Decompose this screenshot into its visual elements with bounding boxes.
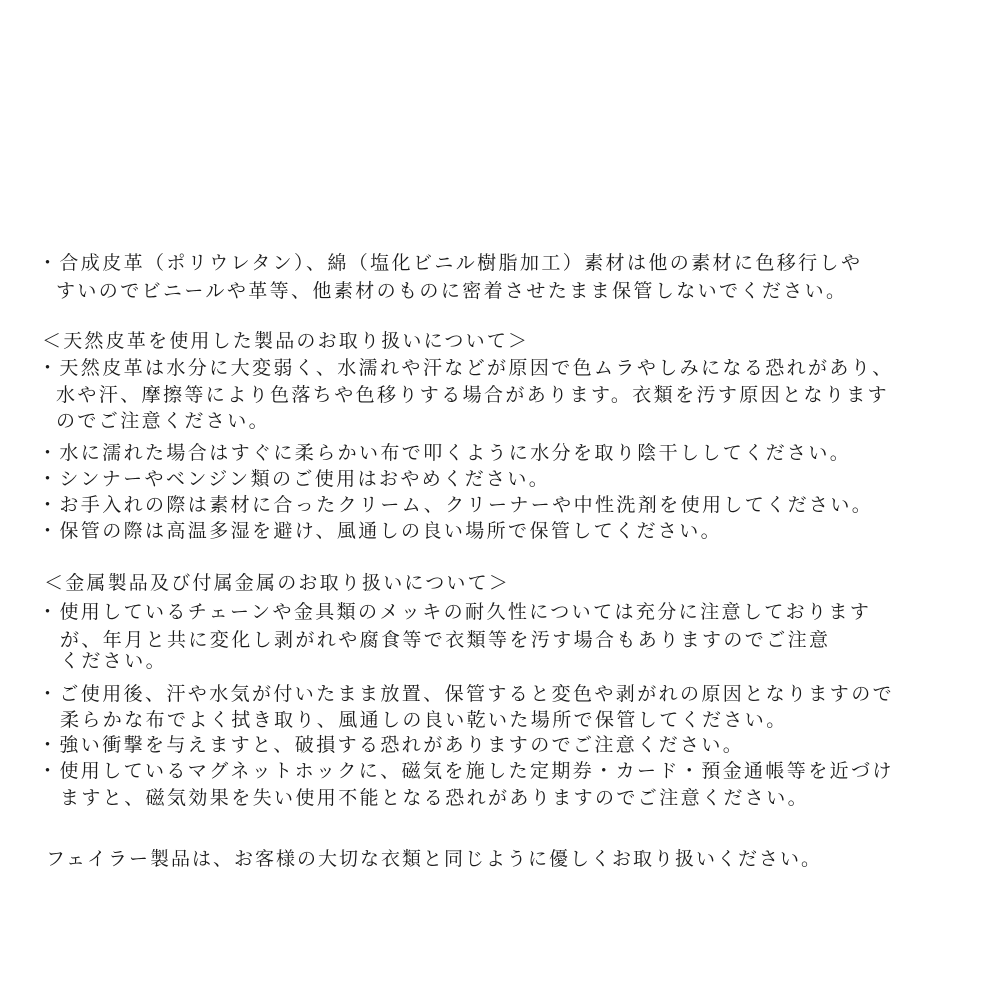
metal-section-heading: ＜金属製品及び付属金属のお取り扱いについて＞	[44, 572, 511, 594]
leather-line-1: ・天然皮革は水分に大変弱く、水濡れや汗などが原因で色ムラやしみになる恐れがあり、	[38, 357, 894, 379]
leather-line-4: ・水に濡れた場合はすぐに柔らかい布で叩くように水分を取り陰干ししてください。	[38, 442, 852, 464]
metal-line-7: ・使用しているマグネットホックに、磁気を施した定期券・カード・預金通帳等を近づけ	[38, 760, 894, 782]
leather-line-3: のでご注意ください。	[56, 410, 271, 432]
leather-line-2: 水や汗、摩擦等により色落ちや色移りする場合があります。衣類を汚す原因となります	[56, 384, 890, 406]
metal-line-8: ますと、磁気効果を失い使用不能となる恐れがありますのでご注意ください。	[60, 787, 810, 809]
intro-line-2: すいのでビニールや革等、他素材のものに密着させたまま保管しないでください。	[56, 280, 848, 302]
metal-line-6: ・強い衝撃を与えますと、破損する恐れがありますのでご注意ください。	[38, 734, 745, 756]
metal-line-3: ください。	[60, 650, 168, 672]
leather-line-6: ・お手入れの際は素材に合ったクリーム、クリーナーや中性洗剤を使用してください。	[38, 494, 874, 516]
intro-line-1: ・合成皮革（ポリウレタン）、綿（塩化ビニル樹脂加工）素材は他の素材に色移行しや	[38, 252, 863, 274]
metal-line-2: が、年月と共に変化し剥がれや腐食等で衣類等を汚す場合もありますのでご注意	[60, 629, 831, 651]
leather-line-5: ・シンナーやベンジン類のご使用はおやめください。	[38, 468, 551, 490]
metal-line-1: ・使用しているチェーンや金具類のメッキの耐久性については充分に注意しております	[38, 601, 872, 623]
leather-line-7: ・保管の際は高温多湿を避け、風通しの良い場所で保管してください。	[38, 520, 723, 542]
metal-line-5: 柔らかな布でよく拭き取り、風通しの良い乾いた場所で保管してください。	[60, 709, 788, 731]
metal-line-4: ・ご使用後、汗や水気が付いたまま放置、保管すると変色や剥がれの原因となりますので	[38, 683, 895, 705]
closing-note: フェイラー製品は、お客様の大切な衣類と同じように優しくお取り扱いください。	[46, 848, 823, 870]
leather-section-heading: ＜天然皮革を使用した製品のお取り扱いについて＞	[42, 330, 530, 352]
